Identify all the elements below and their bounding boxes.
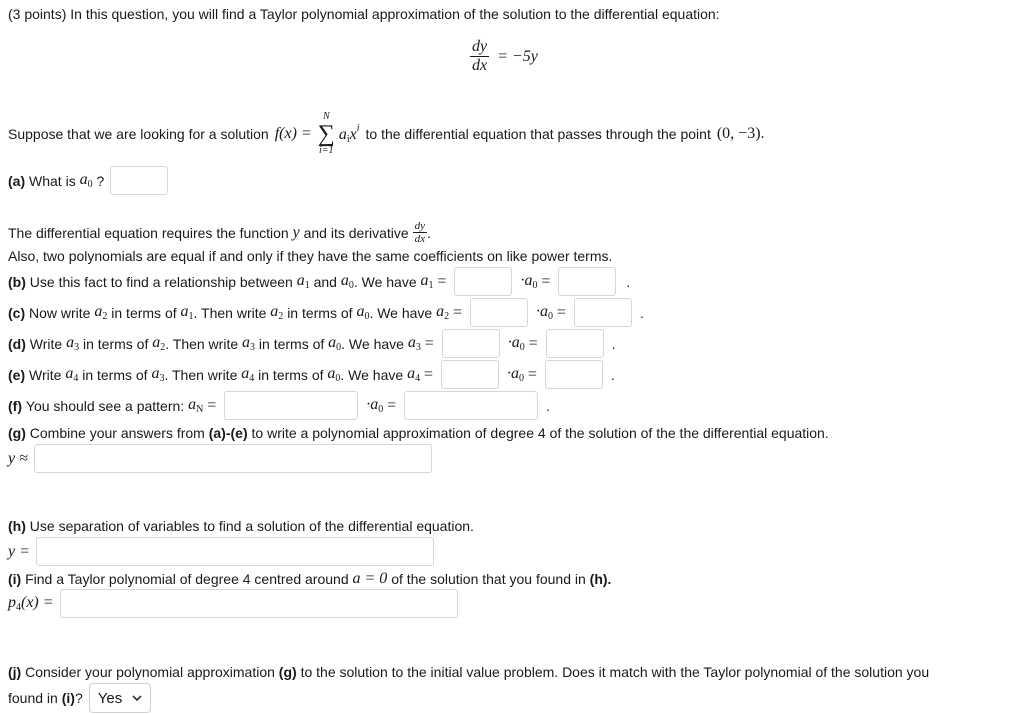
match-select[interactable]: [89, 683, 151, 713]
part-f: (f) You should see a pattern: $a_N$ = $\cdot a_0$ = .: [8, 391, 550, 420]
dydx-small: $\frac{dy}{dx}$: [414, 220, 425, 245]
f-coefficient-input[interactable]: [224, 391, 358, 420]
i-answer-line: $p_4(x)$ =: [8, 589, 458, 618]
part-h: (h) Use separation of variables to find a solution of the differential equation.: [8, 518, 474, 534]
explain-line-2: Also, two polynomials are equal if and only if they have the same coefficients on like power terms.: [8, 248, 613, 264]
f-aN-input[interactable]: [404, 391, 538, 420]
part-j-line-1: (j) Consider your polynomial approximation (g) to the solution to the initial value problem. Does it match with the Taylor polynomial of the solution you: [8, 664, 930, 680]
sum-term: $a_ix^i$: [338, 123, 360, 145]
ode-display: [470, 38, 538, 75]
a0-input[interactable]: [110, 166, 168, 195]
explain-line-1: The differential equation requires the function y and its derivative $\frac{dy}{dx}$ .: [8, 220, 431, 245]
e-a4-input[interactable]: [545, 360, 603, 389]
part-a: (a) What is $a_0$ ?: [8, 166, 168, 195]
intro-text: (3 points) In this question, you will find a Taylor polynomial approximation of the solution to the differential equation:: [8, 6, 720, 22]
chevron-down-icon: [132, 693, 142, 703]
c-a2-input[interactable]: [574, 298, 632, 327]
g-answer-line: y ≈: [8, 444, 432, 473]
c-coefficient-input[interactable]: [470, 298, 528, 327]
ode-fraction: $\frac{dy}{dx}$: [472, 38, 488, 74]
b-a1-input[interactable]: [558, 267, 616, 296]
ode-rhs: = −5y: [497, 47, 538, 65]
part-e: (e) Write $a_4$ in terms of $a_3$ . Then write $a_4$ in terms of $a_0$ . We have $a_4$ = $\cdot a_0$ = .: [8, 360, 615, 389]
g-polynomial-input[interactable]: [34, 444, 432, 473]
e-coefficient-input[interactable]: [441, 360, 499, 389]
part-i: (i) Find a Taylor polynomial of degree 4 centred around a = 0 of the solution that you found in (h).: [8, 570, 612, 587]
part-c: (c) Now write $a_2$ in terms of $a_1$ . Then write $a_2$ in terms of $a_0$ . We have $a_2$ = $\cdot a_0$ = .: [8, 298, 644, 327]
part-d: (d) Write $a_3$ in terms of $a_2$ . Then write $a_3$ in terms of $a_0$ . We have $a_3$ = $\cdot a_0$ = .: [8, 329, 616, 358]
d-coefficient-input[interactable]: [442, 329, 500, 358]
b-coefficient-input[interactable]: [454, 267, 512, 296]
d-a3-input[interactable]: [546, 329, 604, 358]
h-answer-line: y =: [8, 537, 434, 566]
part-j-line-2: found in (i) ? Yes: [8, 683, 151, 713]
part-g: (g) Combine your answers from (a)-(e) to write a polynomial approximation of degree 4 of the solution of the the differential equation.: [8, 425, 829, 441]
h-solution-input[interactable]: [36, 537, 434, 566]
part-b: (b) Use this fact to find a relationship between $a_1$ and $a_0$ . We have $a_1$ = $\cdot a_0$ = .: [8, 267, 630, 296]
match-select-value: Yes: [97, 689, 123, 707]
suppose-line: Suppose that we are looking for a solution f(x) = N ∑ i=1 $a_ix^i$ to the differential equation that passes through the point (0, −3).: [8, 111, 765, 156]
i-taylor-input[interactable]: [60, 589, 458, 618]
summation: N ∑ i=1: [317, 111, 335, 156]
